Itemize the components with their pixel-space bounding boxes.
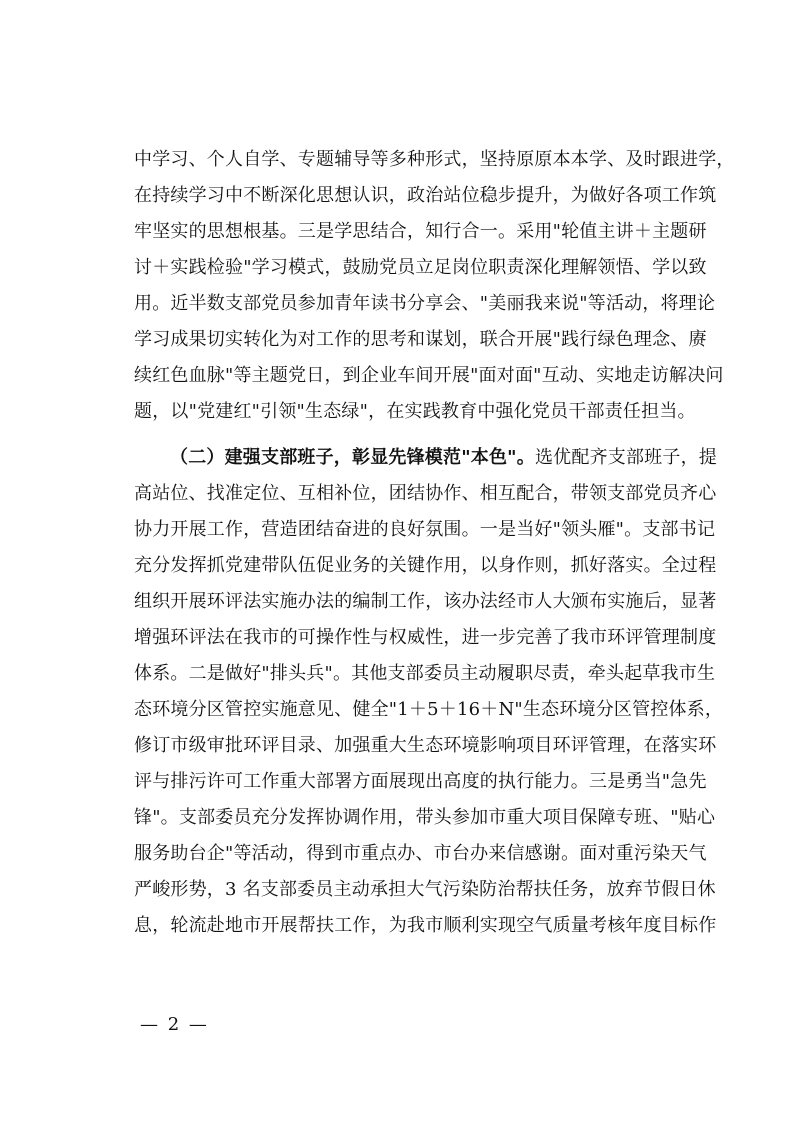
- text-line: 题，以"党建红"引领"生态绿"，在实践教育中强化党员干部责任担当。: [134, 401, 696, 422]
- text-line: 续红色血脉"等主题党日，到企业车间开展"面对面"互动、实地走访解决问: [134, 365, 724, 386]
- page-number: — 2 —: [140, 1014, 209, 1035]
- text-line: 体系。二是做好"排头兵"。其他支部委员主动履职尽责，牵头起草我市生: [134, 663, 716, 684]
- text-line: 服务助台企"等活动，得到市重点办、市台办来信感谢。面对重污染天气: [134, 843, 707, 864]
- text-line: 讨＋实践检验"学习模式，鼓励党员立足岗位职责深化理解领悟、学以致: [134, 257, 707, 278]
- text-line: 态环境分区管控实施意见、健全"1＋5＋16＋N"生态环境分区管控体系，: [134, 699, 724, 720]
- paragraph-1: [134, 142, 735, 430]
- text-line: 充分发挥抓党建带队伍促业务的关键作用，以身作则，抓好落实。全过程: [134, 555, 717, 576]
- text-line: 组织开展环评法实施办法的编制工作，该办法经市人大颁布实施后，显著: [134, 591, 717, 612]
- text-line: 修订市级审批环评目录、加强重大生态环境影响项目环评管理，在落实环: [134, 735, 717, 756]
- heading-line-rest: 选优配齐支部班子，提: [534, 447, 717, 468]
- text-line: 锋"。支部委员充分发挥协调作用，带头参加市重大项目保障专班、"贴心: [134, 807, 716, 828]
- paragraph-gap: [134, 430, 674, 440]
- text-line: 牢坚实的思想根基。三是学思结合，知行合一。采用"轮值主讲＋主题研: [134, 221, 707, 242]
- document-body: [134, 142, 735, 944]
- text-line: 增强环评法在我市的可操作性与权威性，进一步完善了我市环评管理制度: [134, 627, 717, 648]
- paragraph-2: [134, 440, 724, 944]
- section-heading: （二）建强支部班子，彰显先锋模范"本色"。: [170, 447, 535, 468]
- text-line: 评与排污许可工作重大部署方面展现出高度的执行能力。三是勇当"急先: [134, 771, 707, 792]
- text-line: 高站位、找准定位、互相补位，团结协作、相互配合，带领支部党员齐心: [134, 483, 717, 504]
- text-line: [134, 440, 717, 476]
- text-line: 严峻形势，3 名支部委员主动承担大气污染防治帮扶任务，放弃节假日休: [134, 879, 716, 900]
- text-line: 中学习、个人自学、专题辅导等多种形式，坚持原原本本学、及时跟进学，: [134, 149, 735, 170]
- text-line: 用。近半数支部党员参加青年读书分享会、"美丽我来说"等活动，将理论: [134, 293, 716, 314]
- text-line: 在持续学习中不断深化思想认识，政治站位稳步提升，为做好各项工作筑: [134, 185, 717, 206]
- text-line: 息，轮流赴地市开展帮扶工作，为我市顺利实现空气质量考核年度目标作: [134, 915, 717, 936]
- text-line: 协力开展工作，营造团结奋进的良好氛围。一是当好"领头雁"。支部书记: [134, 519, 716, 540]
- text-line: 学习成果切实转化为对工作的思考和谋划，联合开展"践行绿色理念、赓: [134, 329, 707, 350]
